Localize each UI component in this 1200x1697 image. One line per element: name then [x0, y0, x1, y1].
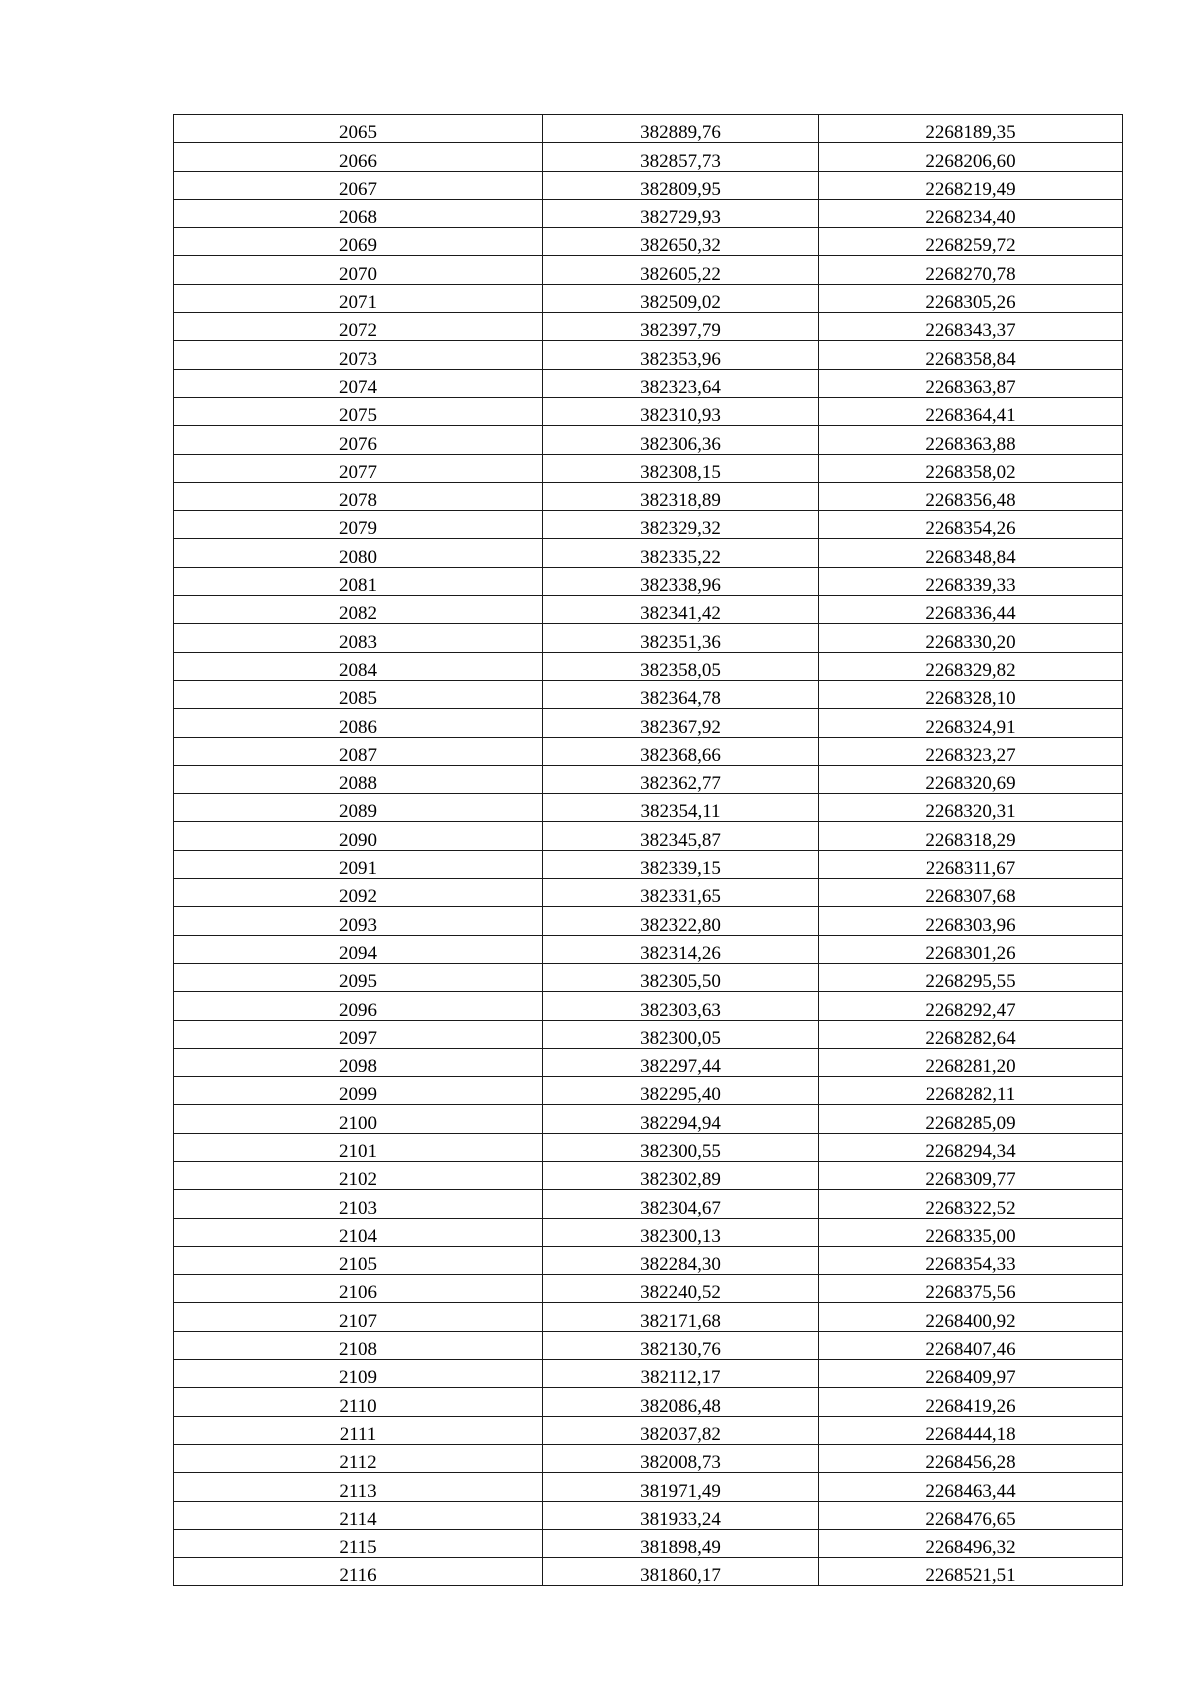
table-row: [174, 1388, 1123, 1416]
y-coordinate-cell: 2268322,52: [819, 1190, 1123, 1218]
x-coordinate-cell: 382345,87: [543, 822, 819, 850]
x-coordinate-cell: 382284,30: [543, 1246, 819, 1274]
table-row: [174, 935, 1123, 963]
y-coordinate-cell: 2268282,11: [819, 1077, 1123, 1105]
point-number-cell: 2097: [174, 1020, 543, 1048]
x-coordinate-cell: 381933,24: [543, 1501, 819, 1529]
point-number-cell: 2075: [174, 397, 543, 425]
y-coordinate-cell: 2268234,40: [819, 199, 1123, 227]
y-coordinate-cell: 2268285,09: [819, 1105, 1123, 1133]
table-row: [174, 1077, 1123, 1105]
table-row: [174, 737, 1123, 765]
y-coordinate-cell: 2268294,34: [819, 1133, 1123, 1161]
x-coordinate-cell: 382037,82: [543, 1416, 819, 1444]
x-coordinate-cell: 382294,94: [543, 1105, 819, 1133]
y-coordinate-cell: 2268354,26: [819, 511, 1123, 539]
x-coordinate-cell: 382300,55: [543, 1133, 819, 1161]
table-row: [174, 1444, 1123, 1472]
x-coordinate-cell: 382397,79: [543, 313, 819, 341]
point-number-cell: 2068: [174, 199, 543, 227]
point-number-cell: 2081: [174, 567, 543, 595]
point-number-cell: 2066: [174, 143, 543, 171]
y-coordinate-cell: 2268358,84: [819, 341, 1123, 369]
point-number-cell: 2080: [174, 539, 543, 567]
x-coordinate-cell: 382857,73: [543, 143, 819, 171]
point-number-cell: 2071: [174, 284, 543, 312]
table-row: [174, 1048, 1123, 1076]
y-coordinate-cell: 2268270,78: [819, 256, 1123, 284]
table-row: [174, 1190, 1123, 1218]
table-row: [174, 992, 1123, 1020]
table-row: [174, 341, 1123, 369]
y-coordinate-cell: 2268521,51: [819, 1558, 1123, 1586]
point-number-cell: 2102: [174, 1161, 543, 1189]
point-number-cell: 2104: [174, 1218, 543, 1246]
y-coordinate-cell: 2268358,02: [819, 454, 1123, 482]
point-number-cell: 2113: [174, 1473, 543, 1501]
x-coordinate-cell: 382331,65: [543, 879, 819, 907]
y-coordinate-cell: 2268206,60: [819, 143, 1123, 171]
point-number-cell: 2099: [174, 1077, 543, 1105]
point-number-cell: 2112: [174, 1444, 543, 1472]
y-coordinate-cell: 2268356,48: [819, 482, 1123, 510]
y-coordinate-cell: 2268476,65: [819, 1501, 1123, 1529]
y-coordinate-cell: 2268307,68: [819, 879, 1123, 907]
table-row: [174, 963, 1123, 991]
y-coordinate-cell: 2268335,00: [819, 1218, 1123, 1246]
x-coordinate-cell: 382303,63: [543, 992, 819, 1020]
point-number-cell: 2108: [174, 1331, 543, 1359]
point-number-cell: 2103: [174, 1190, 543, 1218]
y-coordinate-cell: 2268329,82: [819, 652, 1123, 680]
point-number-cell: 2094: [174, 935, 543, 963]
x-coordinate-cell: 382308,15: [543, 454, 819, 482]
table-row: [174, 256, 1123, 284]
y-coordinate-cell: 2268292,47: [819, 992, 1123, 1020]
y-coordinate-cell: 2268309,77: [819, 1161, 1123, 1189]
table-row: [174, 228, 1123, 256]
x-coordinate-cell: 382650,32: [543, 228, 819, 256]
point-number-cell: 2084: [174, 652, 543, 680]
x-coordinate-cell: 382358,05: [543, 652, 819, 680]
table-row: [174, 199, 1123, 227]
table-row: [174, 482, 1123, 510]
point-number-cell: 2109: [174, 1360, 543, 1388]
table-row: [174, 879, 1123, 907]
table-row: [174, 1246, 1123, 1274]
point-number-cell: 2114: [174, 1501, 543, 1529]
table-row: [174, 680, 1123, 708]
y-coordinate-cell: 2268354,33: [819, 1246, 1123, 1274]
x-coordinate-cell: 382314,26: [543, 935, 819, 963]
y-coordinate-cell: 2268407,46: [819, 1331, 1123, 1359]
point-number-cell: 2091: [174, 850, 543, 878]
table-row: [174, 1275, 1123, 1303]
point-number-cell: 2090: [174, 822, 543, 850]
point-number-cell: 2074: [174, 369, 543, 397]
point-number-cell: 2082: [174, 596, 543, 624]
point-number-cell: 2110: [174, 1388, 543, 1416]
x-coordinate-cell: 382130,76: [543, 1331, 819, 1359]
x-coordinate-cell: 382297,44: [543, 1048, 819, 1076]
y-coordinate-cell: 2268409,97: [819, 1360, 1123, 1388]
point-number-cell: 2079: [174, 511, 543, 539]
x-coordinate-cell: 382367,92: [543, 709, 819, 737]
y-coordinate-cell: 2268330,20: [819, 624, 1123, 652]
x-coordinate-cell: 381971,49: [543, 1473, 819, 1501]
x-coordinate-cell: 382171,68: [543, 1303, 819, 1331]
point-number-cell: 2076: [174, 426, 543, 454]
point-number-cell: 2073: [174, 341, 543, 369]
point-number-cell: 2086: [174, 709, 543, 737]
x-coordinate-cell: 382322,80: [543, 907, 819, 935]
x-coordinate-cell: 382351,36: [543, 624, 819, 652]
x-coordinate-cell: 382889,76: [543, 115, 819, 143]
point-number-cell: 2067: [174, 171, 543, 199]
point-number-cell: 2072: [174, 313, 543, 341]
table-row: [174, 1331, 1123, 1359]
table-row: [174, 1529, 1123, 1557]
table-row: [174, 1105, 1123, 1133]
point-number-cell: 2101: [174, 1133, 543, 1161]
x-coordinate-cell: 382112,17: [543, 1360, 819, 1388]
point-number-cell: 2106: [174, 1275, 543, 1303]
x-coordinate-cell: 382353,96: [543, 341, 819, 369]
table-row: [174, 709, 1123, 737]
table-row: [174, 624, 1123, 652]
x-coordinate-cell: 382341,42: [543, 596, 819, 624]
point-number-cell: 2092: [174, 879, 543, 907]
point-number-cell: 2070: [174, 256, 543, 284]
point-number-cell: 2116: [174, 1558, 543, 1586]
table-row: [174, 1473, 1123, 1501]
y-coordinate-cell: 2268259,72: [819, 228, 1123, 256]
x-coordinate-cell: 382329,32: [543, 511, 819, 539]
table-row: [174, 284, 1123, 312]
y-coordinate-cell: 2268219,49: [819, 171, 1123, 199]
x-coordinate-cell: 382509,02: [543, 284, 819, 312]
x-coordinate-cell: 382364,78: [543, 680, 819, 708]
y-coordinate-cell: 2268301,26: [819, 935, 1123, 963]
point-number-cell: 2100: [174, 1105, 543, 1133]
coordinates-table: [173, 114, 1123, 1586]
y-coordinate-cell: 2268363,87: [819, 369, 1123, 397]
x-coordinate-cell: 382086,48: [543, 1388, 819, 1416]
x-coordinate-cell: 382339,15: [543, 850, 819, 878]
point-number-cell: 2087: [174, 737, 543, 765]
point-number-cell: 2088: [174, 765, 543, 793]
point-number-cell: 2107: [174, 1303, 543, 1331]
y-coordinate-cell: 2268282,64: [819, 1020, 1123, 1048]
point-number-cell: 2093: [174, 907, 543, 935]
y-coordinate-cell: 2268363,88: [819, 426, 1123, 454]
table-row: [174, 1133, 1123, 1161]
y-coordinate-cell: 2268339,33: [819, 567, 1123, 595]
x-coordinate-cell: 382008,73: [543, 1444, 819, 1472]
point-number-cell: 2111: [174, 1416, 543, 1444]
x-coordinate-cell: 382240,52: [543, 1275, 819, 1303]
point-number-cell: 2089: [174, 794, 543, 822]
x-coordinate-cell: 382354,11: [543, 794, 819, 822]
point-number-cell: 2096: [174, 992, 543, 1020]
y-coordinate-cell: 2268336,44: [819, 596, 1123, 624]
y-coordinate-cell: 2268323,27: [819, 737, 1123, 765]
y-coordinate-cell: 2268375,56: [819, 1275, 1123, 1303]
x-coordinate-cell: 382305,50: [543, 963, 819, 991]
table-row: [174, 1303, 1123, 1331]
x-coordinate-cell: 382295,40: [543, 1077, 819, 1105]
table-row: [174, 1501, 1123, 1529]
table-row: [174, 596, 1123, 624]
y-coordinate-cell: 2268496,32: [819, 1529, 1123, 1557]
x-coordinate-cell: 382362,77: [543, 765, 819, 793]
table-row: [174, 1218, 1123, 1246]
y-coordinate-cell: 2268320,69: [819, 765, 1123, 793]
y-coordinate-cell: 2268303,96: [819, 907, 1123, 935]
x-coordinate-cell: 381898,49: [543, 1529, 819, 1557]
table-row: [174, 765, 1123, 793]
y-coordinate-cell: 2268311,67: [819, 850, 1123, 878]
x-coordinate-cell: 382729,93: [543, 199, 819, 227]
point-number-cell: 2065: [174, 115, 543, 143]
table-row: [174, 397, 1123, 425]
x-coordinate-cell: 382302,89: [543, 1161, 819, 1189]
table-row: [174, 1161, 1123, 1189]
x-coordinate-cell: 382605,22: [543, 256, 819, 284]
x-coordinate-cell: 382809,95: [543, 171, 819, 199]
point-number-cell: 2095: [174, 963, 543, 991]
x-coordinate-cell: 382318,89: [543, 482, 819, 510]
table-row: [174, 794, 1123, 822]
table-row: [174, 850, 1123, 878]
point-number-cell: 2105: [174, 1246, 543, 1274]
table-row: [174, 652, 1123, 680]
x-coordinate-cell: 382304,67: [543, 1190, 819, 1218]
table-row: [174, 1020, 1123, 1048]
y-coordinate-cell: 2268343,37: [819, 313, 1123, 341]
x-coordinate-cell: 381860,17: [543, 1558, 819, 1586]
x-coordinate-cell: 382335,22: [543, 539, 819, 567]
x-coordinate-cell: 382300,05: [543, 1020, 819, 1048]
y-coordinate-cell: 2268318,29: [819, 822, 1123, 850]
table-row: [174, 539, 1123, 567]
y-coordinate-cell: 2268281,20: [819, 1048, 1123, 1076]
y-coordinate-cell: 2268328,10: [819, 680, 1123, 708]
y-coordinate-cell: 2268320,31: [819, 794, 1123, 822]
table-row: [174, 1360, 1123, 1388]
table-row: [174, 1558, 1123, 1586]
y-coordinate-cell: 2268419,26: [819, 1388, 1123, 1416]
table-row: [174, 1416, 1123, 1444]
y-coordinate-cell: 2268348,84: [819, 539, 1123, 567]
y-coordinate-cell: 2268400,92: [819, 1303, 1123, 1331]
y-coordinate-cell: 2268463,44: [819, 1473, 1123, 1501]
x-coordinate-cell: 382368,66: [543, 737, 819, 765]
x-coordinate-cell: 382310,93: [543, 397, 819, 425]
point-number-cell: 2069: [174, 228, 543, 256]
point-number-cell: 2077: [174, 454, 543, 482]
point-number-cell: 2098: [174, 1048, 543, 1076]
table-row: [174, 171, 1123, 199]
table-row: [174, 313, 1123, 341]
point-number-cell: 2078: [174, 482, 543, 510]
table-row: [174, 907, 1123, 935]
y-coordinate-cell: 2268189,35: [819, 115, 1123, 143]
y-coordinate-cell: 2268456,28: [819, 1444, 1123, 1472]
y-coordinate-cell: 2268324,91: [819, 709, 1123, 737]
y-coordinate-cell: 2268444,18: [819, 1416, 1123, 1444]
y-coordinate-cell: 2268305,26: [819, 284, 1123, 312]
table-row: [174, 115, 1123, 143]
x-coordinate-cell: 382306,36: [543, 426, 819, 454]
point-number-cell: 2115: [174, 1529, 543, 1557]
table-row: [174, 567, 1123, 595]
point-number-cell: 2085: [174, 680, 543, 708]
table-row: [174, 511, 1123, 539]
table-row: [174, 369, 1123, 397]
table-row: [174, 143, 1123, 171]
table-row: [174, 822, 1123, 850]
y-coordinate-cell: 2268364,41: [819, 397, 1123, 425]
table-row: [174, 454, 1123, 482]
point-number-cell: 2083: [174, 624, 543, 652]
x-coordinate-cell: 382323,64: [543, 369, 819, 397]
x-coordinate-cell: 382300,13: [543, 1218, 819, 1246]
coordinates-table-body: [174, 115, 1123, 1586]
table-row: [174, 426, 1123, 454]
x-coordinate-cell: 382338,96: [543, 567, 819, 595]
y-coordinate-cell: 2268295,55: [819, 963, 1123, 991]
